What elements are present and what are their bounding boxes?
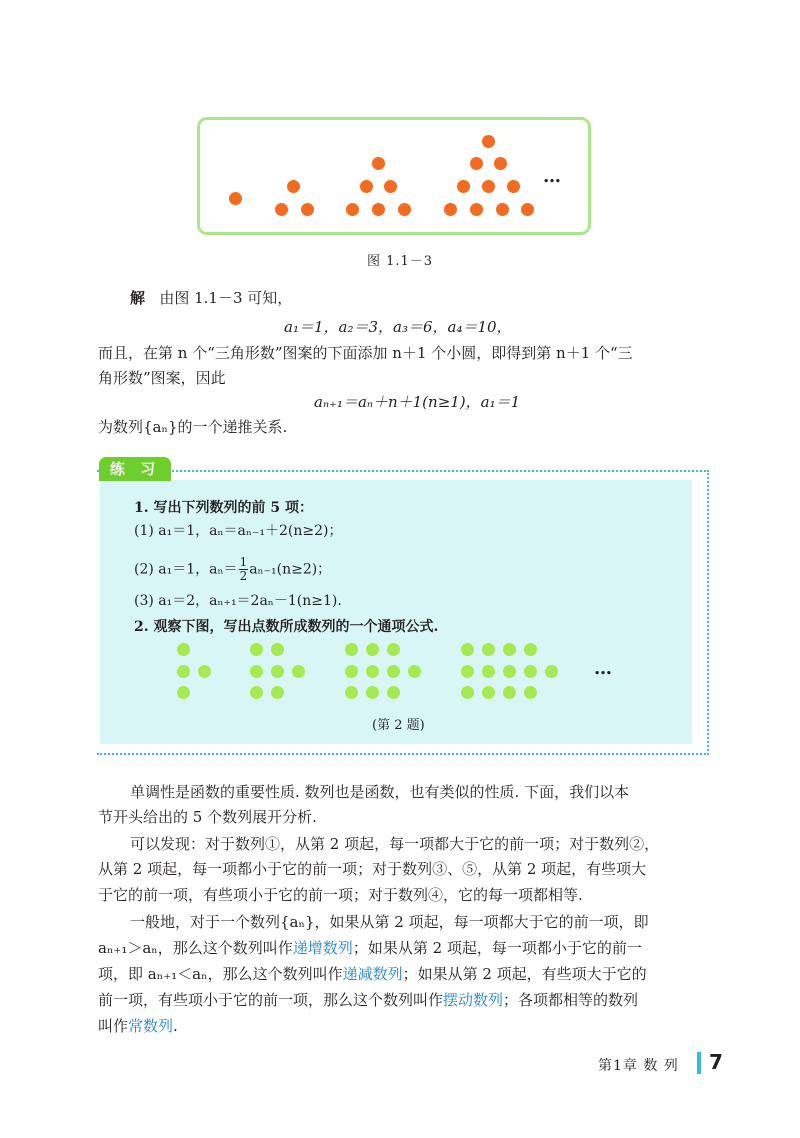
para3-line4 <box>98 990 638 1010</box>
para3-line5-b: . <box>173 1017 178 1035</box>
exercise-dot <box>345 665 358 678</box>
fraction-one-half <box>239 556 249 583</box>
solution-line-1: 而且，在第 n 个“三角形数”图案的下面添加 n＋1 个小圆，即得到第 n＋1 个“三 <box>98 344 633 362</box>
exercise-tab: 练 习 <box>99 457 171 481</box>
para3-line5-a: 叫作 <box>98 1017 129 1035</box>
para1-line2: 节开头给出的 5 个数列展开分析. <box>98 808 317 826</box>
exercise-dot <box>387 686 400 699</box>
exercise-dot <box>345 643 358 656</box>
term-constant-sequence: 常数列 <box>128 1017 174 1035</box>
para3-line3-a: 项，即 aₙ₊₁＜aₙ，那么这个数列叫作 <box>98 965 343 983</box>
q1-item-2-tail: aₙ₋₁(n≥2)； <box>249 561 332 578</box>
solution-intro-text: 由图 1.1－3 可知， <box>159 289 293 307</box>
figure-ellipsis: … <box>543 166 562 187</box>
exercise-dot <box>461 643 474 656</box>
exercise-dot <box>250 665 263 678</box>
triangle-number-figure <box>197 117 591 235</box>
exercise-dot <box>524 643 537 656</box>
exercise-dot <box>461 686 474 699</box>
para3-line4-a: 前一项，有些项小于它的前一项，那么这个数列叫作 <box>98 991 444 1009</box>
exercise-dot <box>482 686 495 699</box>
exercise-dot <box>250 643 263 656</box>
triangle-dot <box>346 203 359 216</box>
para3-line3-b: ；如果从第 2 项起，有些项大于它的 <box>402 965 647 983</box>
exercise-q1-title: 1. 写出下列数列的前 5 项： <box>134 500 313 516</box>
para2-line3: 于它的前一项，有些项小于它的前一项；对于数列④，它的每一项都相等. <box>98 886 583 904</box>
exercise-dot <box>271 665 284 678</box>
exercise-q2-title: 2. 观察下图，写出点数所成数列的一个通项公式. <box>134 619 439 635</box>
exercise-q1-item-1: (1) a₁＝1，aₙ＝aₙ₋₁＋2(n≥2)； <box>134 523 343 539</box>
exercise-dot <box>345 686 358 699</box>
exercise-dot <box>250 686 263 699</box>
exercise-panel <box>100 480 692 744</box>
para3-line2-a: aₙ₊₁＞aₙ，那么这个数列叫作 <box>98 939 293 957</box>
triangle-dot <box>470 203 483 216</box>
triangle-dot <box>301 203 314 216</box>
triangle-dot <box>482 180 495 193</box>
exercise-dot <box>177 686 190 699</box>
triangle-dot <box>360 180 373 193</box>
triangle-dot <box>275 203 288 216</box>
triangle-dot <box>507 180 520 193</box>
triangle-dot <box>482 135 495 148</box>
para1-line1: 单调性是函数的重要性质. 数列也是函数，也有类似的性质. 下面，我们以本 <box>130 783 630 801</box>
para2-line2: 从第 2 项起，每一项都小于它的前一项；对于数列③、⑤，从第 2 项起，有些项大 <box>98 860 647 878</box>
para3-line4-b: ；各项都相等的数列 <box>503 991 639 1009</box>
exercise-dot <box>177 643 190 656</box>
exercise-dot <box>482 643 495 656</box>
term-decreasing-sequence: 递减数列 <box>342 965 403 983</box>
exercise-q2-caption: (第 2 题) <box>372 718 425 733</box>
triangle-dot <box>457 180 470 193</box>
triangle-dot <box>372 157 385 170</box>
triangle-dot <box>229 192 242 205</box>
exercise-dot <box>545 665 558 678</box>
para3-line2 <box>98 938 642 958</box>
solution-intro <box>130 288 292 308</box>
para3-line3 <box>98 964 647 984</box>
exercise-dot <box>292 665 305 678</box>
para3-line5 <box>98 1016 178 1036</box>
para2-line1: 可以发现：对于数列①，从第 2 项起，每一项都大于它的前一项；对于数列②， <box>130 835 660 853</box>
page-number: 7 <box>709 1050 723 1074</box>
para3-line1: 一般地，对于一个数列{aₙ}，如果从第 2 项起，每一项都大于它的前一项，即 <box>130 913 649 931</box>
solution-conclusion: 为数列{aₙ}的一个递推关系. <box>98 418 288 436</box>
exercise-dot <box>271 686 284 699</box>
triangle-dot <box>496 203 509 216</box>
triangle-dot <box>398 203 411 216</box>
triangle-dot <box>444 203 457 216</box>
exercise-dot <box>461 665 474 678</box>
exercise-dot <box>503 643 516 656</box>
exercise-dot <box>503 686 516 699</box>
exercise-dot <box>366 686 379 699</box>
initial-values: a₁＝1，a₂＝3，a₃＝6，a₄＝10， <box>284 318 512 336</box>
exercise-q1-item-2 <box>134 556 331 583</box>
exercise-dot <box>524 665 537 678</box>
para3-line2-b: ；如果从第 2 项起，每一项都小于它的前一 <box>352 939 642 957</box>
exercise-dot <box>408 665 421 678</box>
triangle-dot <box>521 203 534 216</box>
term-increasing-sequence: 递增数列 <box>292 939 353 957</box>
exercise-ellipsis: … <box>594 658 613 679</box>
term-oscillating-sequence: 摆动数列 <box>443 991 504 1009</box>
solution-line-2: 角形数”图案，因此 <box>98 369 226 387</box>
exercise-dot <box>503 665 516 678</box>
triangle-dot <box>494 157 507 170</box>
exercise-dot <box>387 665 400 678</box>
recurrence-formula: aₙ₊₁＝aₙ＋n＋1(n≥1)，a₁＝1 <box>314 393 521 411</box>
solution-label: 解 <box>130 289 146 307</box>
exercise-dot <box>387 643 400 656</box>
fraction-numerator: 1 <box>239 555 248 569</box>
exercise-dot <box>366 643 379 656</box>
footer-accent-bar <box>697 1052 701 1074</box>
figure-caption: 图 1.1－3 <box>367 254 434 269</box>
fraction-denominator: 2 <box>239 569 248 583</box>
exercise-dot <box>482 665 495 678</box>
triangle-dot <box>384 180 397 193</box>
chapter-label: 第1章 数 列 <box>598 1058 679 1074</box>
q1-item-2-head: (2) a₁＝1，aₙ＝ <box>134 561 238 578</box>
exercise-dot <box>524 686 537 699</box>
exercise-dot <box>177 665 190 678</box>
triangle-dot <box>287 180 300 193</box>
triangle-dot <box>372 203 385 216</box>
exercise-dot <box>271 643 284 656</box>
exercise-dot <box>366 665 379 678</box>
triangle-dot <box>470 157 483 170</box>
exercise-dot <box>198 665 211 678</box>
exercise-q1-item-3: (3) a₁＝2，aₙ₊₁＝2aₙ－1(n≥1). <box>134 593 342 609</box>
